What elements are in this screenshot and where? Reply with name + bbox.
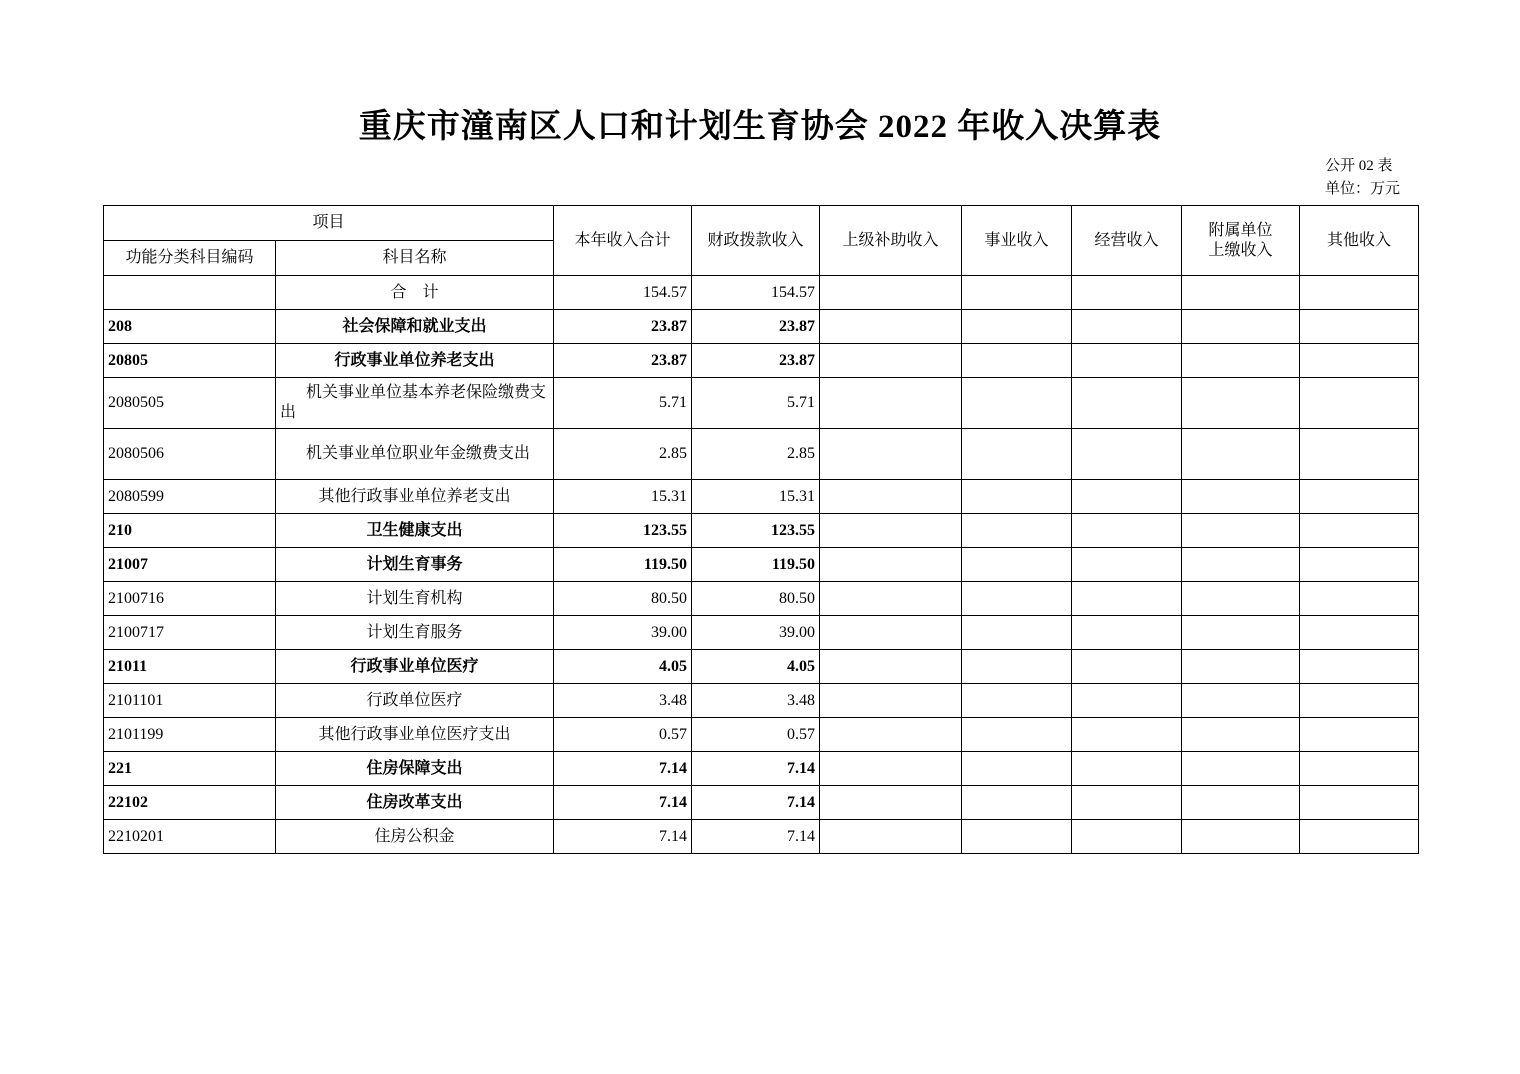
cell-subject-name: 计划生育事务	[276, 548, 554, 582]
income-table-container	[103, 205, 1418, 854]
cell-operating-income	[1072, 548, 1182, 582]
cell-other-income	[1300, 429, 1419, 480]
cell-career-income	[962, 616, 1072, 650]
cell-other-income	[1300, 752, 1419, 786]
header-subordinate-income	[1182, 206, 1300, 276]
form-number: 公开 02 表	[1324, 158, 1393, 174]
table-row	[104, 582, 1419, 616]
cell-subordinate-income	[1182, 684, 1300, 718]
cell-function-code: 208	[104, 310, 276, 344]
cell-subordinate-income	[1182, 582, 1300, 616]
cell-function-code	[104, 276, 276, 310]
cell-subordinate-income	[1182, 650, 1300, 684]
cell-subordinate-income	[1182, 310, 1300, 344]
cell-function-code: 2080506	[104, 429, 276, 480]
cell-subordinate-income	[1182, 548, 1300, 582]
cell-superior-subsidy	[820, 752, 962, 786]
cell-fiscal-appropriation: 3.48	[692, 684, 820, 718]
cell-fiscal-appropriation: 15.31	[692, 480, 820, 514]
cell-total-income: 23.87	[554, 310, 692, 344]
header-other-income: 其他收入	[1300, 206, 1419, 276]
cell-other-income	[1300, 650, 1419, 684]
table-row	[104, 548, 1419, 582]
header-total-income: 本年收入合计	[554, 206, 692, 276]
cell-superior-subsidy	[820, 820, 962, 854]
cell-fiscal-appropriation: 0.57	[692, 718, 820, 752]
cell-other-income	[1300, 276, 1419, 310]
cell-fiscal-appropriation: 4.05	[692, 650, 820, 684]
cell-subject-name: 计划生育服务	[276, 616, 554, 650]
unit-note: 单位：万元	[1324, 180, 1400, 197]
header-superior-subsidy: 上级补助收入	[820, 206, 962, 276]
cell-total-income: 119.50	[554, 548, 692, 582]
cell-superior-subsidy	[820, 786, 962, 820]
cell-subject-name: 卫生健康支出	[276, 514, 554, 548]
cell-subject-name: 其他行政事业单位养老支出	[276, 480, 554, 514]
cell-superior-subsidy	[820, 310, 962, 344]
cell-operating-income	[1072, 582, 1182, 616]
cell-other-income	[1300, 582, 1419, 616]
cell-subordinate-income	[1182, 378, 1300, 429]
cell-career-income	[962, 786, 1072, 820]
cell-subject-name: 住房改革支出	[276, 786, 554, 820]
document-meta	[1325, 155, 1400, 200]
cell-subject-name: 行政事业单位养老支出	[276, 344, 554, 378]
cell-subject-name: 合 计	[276, 276, 554, 310]
header-subordinate-line1: 附属单位	[1208, 221, 1273, 239]
cell-subordinate-income	[1182, 820, 1300, 854]
table-row	[104, 616, 1419, 650]
header-subordinate-line2: 上缴收入	[1208, 241, 1273, 259]
cell-career-income	[962, 718, 1072, 752]
cell-career-income	[962, 276, 1072, 310]
cell-fiscal-appropriation: 23.87	[692, 310, 820, 344]
cell-other-income	[1300, 718, 1419, 752]
cell-operating-income	[1072, 344, 1182, 378]
cell-total-income: 0.57	[554, 718, 692, 752]
cell-superior-subsidy	[820, 548, 962, 582]
cell-fiscal-appropriation: 7.14	[692, 820, 820, 854]
cell-total-income: 39.00	[554, 616, 692, 650]
cell-subordinate-income	[1182, 429, 1300, 480]
cell-function-code: 2210201	[104, 820, 276, 854]
cell-operating-income	[1072, 650, 1182, 684]
header-fiscal-appropriation: 财政拨款收入	[692, 206, 820, 276]
cell-other-income	[1300, 786, 1419, 820]
cell-superior-subsidy	[820, 378, 962, 429]
cell-subordinate-income	[1182, 718, 1300, 752]
cell-career-income	[962, 514, 1072, 548]
cell-operating-income	[1072, 820, 1182, 854]
cell-operating-income	[1072, 718, 1182, 752]
page-title: 重庆市潼南区人口和计划生育协会 2022 年收入决算表	[358, 109, 1162, 145]
table-row	[104, 650, 1419, 684]
cell-career-income	[962, 582, 1072, 616]
cell-subordinate-income	[1182, 616, 1300, 650]
cell-superior-subsidy	[820, 344, 962, 378]
cell-function-code: 210	[104, 514, 276, 548]
cell-function-code: 2100717	[104, 616, 276, 650]
header-career-income: 事业收入	[962, 206, 1072, 276]
cell-total-income: 4.05	[554, 650, 692, 684]
cell-function-code: 2101199	[104, 718, 276, 752]
table-row	[104, 718, 1419, 752]
cell-fiscal-appropriation: 2.85	[692, 429, 820, 480]
cell-operating-income	[1072, 310, 1182, 344]
table-row	[104, 786, 1419, 820]
cell-total-income: 5.71	[554, 378, 692, 429]
table-row	[104, 310, 1419, 344]
table-row	[104, 820, 1419, 854]
table-body	[104, 276, 1419, 854]
cell-career-income	[962, 548, 1072, 582]
cell-other-income	[1300, 616, 1419, 650]
cell-superior-subsidy	[820, 582, 962, 616]
table-row	[104, 514, 1419, 548]
cell-operating-income	[1072, 514, 1182, 548]
cell-fiscal-appropriation: 39.00	[692, 616, 820, 650]
cell-subject-name: 住房公积金	[276, 820, 554, 854]
income-final-accounts-table	[103, 205, 1419, 854]
cell-total-income: 3.48	[554, 684, 692, 718]
cell-fiscal-appropriation: 119.50	[692, 548, 820, 582]
cell-career-income	[962, 378, 1072, 429]
cell-other-income	[1300, 684, 1419, 718]
cell-function-code: 2080599	[104, 480, 276, 514]
cell-fiscal-appropriation: 23.87	[692, 344, 820, 378]
cell-subordinate-income	[1182, 480, 1300, 514]
cell-total-income: 7.14	[554, 786, 692, 820]
cell-career-income	[962, 650, 1072, 684]
cell-function-code: 21007	[104, 548, 276, 582]
cell-function-code: 221	[104, 752, 276, 786]
table-row	[104, 378, 1419, 429]
cell-total-income: 154.57	[554, 276, 692, 310]
cell-subordinate-income	[1182, 276, 1300, 310]
cell-superior-subsidy	[820, 616, 962, 650]
cell-other-income	[1300, 310, 1419, 344]
cell-other-income	[1300, 514, 1419, 548]
cell-superior-subsidy	[820, 480, 962, 514]
table-row	[104, 752, 1419, 786]
cell-superior-subsidy	[820, 429, 962, 480]
table-head	[104, 206, 1419, 276]
cell-operating-income	[1072, 616, 1182, 650]
cell-career-income	[962, 684, 1072, 718]
cell-operating-income	[1072, 752, 1182, 786]
cell-function-code: 2101101	[104, 684, 276, 718]
cell-subject-name: 住房保障支出	[276, 752, 554, 786]
cell-fiscal-appropriation: 80.50	[692, 582, 820, 616]
cell-superior-subsidy	[820, 650, 962, 684]
cell-superior-subsidy	[820, 276, 962, 310]
header-function-code: 功能分类科目编码	[104, 241, 276, 276]
cell-function-code: 22102	[104, 786, 276, 820]
cell-superior-subsidy	[820, 718, 962, 752]
table-row	[104, 276, 1419, 310]
cell-other-income	[1300, 480, 1419, 514]
table-row	[104, 480, 1419, 514]
cell-subject-name: 社会保障和就业支出	[276, 310, 554, 344]
cell-other-income	[1300, 378, 1419, 429]
cell-total-income: 7.14	[554, 752, 692, 786]
cell-function-code: 21011	[104, 650, 276, 684]
cell-career-income	[962, 344, 1072, 378]
cell-career-income	[962, 310, 1072, 344]
cell-total-income: 80.50	[554, 582, 692, 616]
cell-total-income: 123.55	[554, 514, 692, 548]
cell-fiscal-appropriation: 5.71	[692, 378, 820, 429]
cell-subordinate-income	[1182, 344, 1300, 378]
cell-function-code: 20805	[104, 344, 276, 378]
cell-function-code: 2080505	[104, 378, 276, 429]
table-row	[104, 429, 1419, 480]
cell-superior-subsidy	[820, 684, 962, 718]
cell-subject-name: 行政单位医疗	[276, 684, 554, 718]
table-row	[104, 684, 1419, 718]
cell-subordinate-income	[1182, 514, 1300, 548]
cell-function-code: 2100716	[104, 582, 276, 616]
cell-operating-income	[1072, 378, 1182, 429]
cell-subject-name: 行政事业单位医疗	[276, 650, 554, 684]
cell-operating-income	[1072, 276, 1182, 310]
cell-subordinate-income	[1182, 786, 1300, 820]
cell-total-income: 23.87	[554, 344, 692, 378]
cell-operating-income	[1072, 786, 1182, 820]
cell-total-income: 2.85	[554, 429, 692, 480]
cell-career-income	[962, 752, 1072, 786]
cell-other-income	[1300, 344, 1419, 378]
cell-other-income	[1300, 820, 1419, 854]
cell-fiscal-appropriation: 7.14	[692, 786, 820, 820]
cell-operating-income	[1072, 480, 1182, 514]
table-row	[104, 344, 1419, 378]
cell-fiscal-appropriation: 123.55	[692, 514, 820, 548]
table-header-row-1	[104, 206, 1419, 241]
cell-superior-subsidy	[820, 514, 962, 548]
cell-career-income	[962, 429, 1072, 480]
cell-subject-name: 机关事业单位基本养老保险缴费支出	[276, 378, 554, 429]
cell-operating-income	[1072, 684, 1182, 718]
header-operating-income: 经营收入	[1072, 206, 1182, 276]
header-project-group: 项目	[104, 206, 554, 241]
cell-fiscal-appropriation: 154.57	[692, 276, 820, 310]
cell-other-income	[1300, 548, 1419, 582]
cell-career-income	[962, 820, 1072, 854]
cell-subject-name: 机关事业单位职业年金缴费支出	[276, 429, 554, 480]
cell-fiscal-appropriation: 7.14	[692, 752, 820, 786]
cell-career-income	[962, 480, 1072, 514]
cell-operating-income	[1072, 429, 1182, 480]
cell-total-income: 15.31	[554, 480, 692, 514]
cell-subject-name: 其他行政事业单位医疗支出	[276, 718, 554, 752]
cell-total-income: 7.14	[554, 820, 692, 854]
cell-subject-name: 计划生育机构	[276, 582, 554, 616]
header-subject-name: 科目名称	[276, 241, 554, 276]
cell-subordinate-income	[1182, 752, 1300, 786]
